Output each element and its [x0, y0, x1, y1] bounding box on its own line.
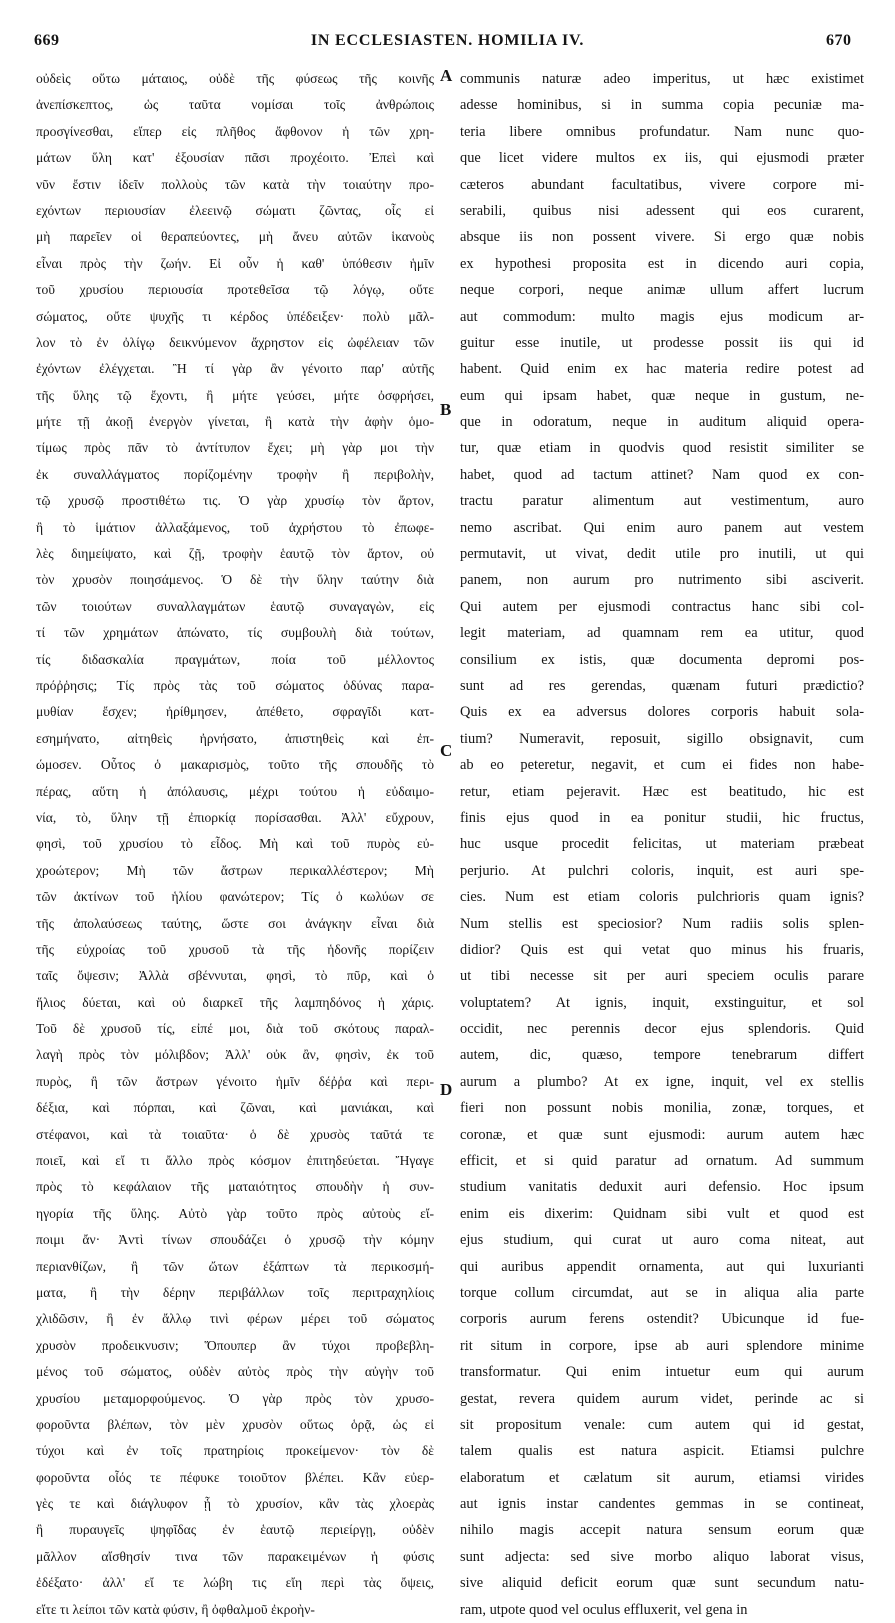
- text-line: μᾶλλον αἴσθησίν τινα τῶν παρακειμένων ἡ φύσις: [36, 1548, 434, 1564]
- text-line: sunt adjecta: sed sive morbo aliquo laborat visus,: [460, 1548, 864, 1565]
- text-line: que in odoratum, neque in auditum aliquid opera-: [460, 414, 864, 431]
- text-line: ἐχόντων ἐλέγχεται. Ἢ τί γὰρ ἂν γένοιτο παρ' αὐτῆς: [36, 361, 434, 377]
- text-line: μὴ παρεῖεν οἱ θεραπεύοντες, μὴ ἄνευ αὐτῶν ἱκανοὺς: [36, 229, 434, 245]
- text-line: perjurio. At pulchri coloris, inquit, est auri spe-: [460, 862, 864, 879]
- text-line: nihilo magis accepit natura sensum eorum quæ: [460, 1522, 864, 1539]
- text-line: σώματος, οὔτε ψυχῆς τι κέρδος ὑπέδειξεν· πολὺ μᾶλ-: [36, 308, 434, 324]
- text-line: λον τὸ ἐν ὀλίγῳ δεικνύμενον ἄχρηστον εἰς ὠφέλειαν τῶν: [36, 334, 434, 350]
- text-line: sive aliquid deficit eorum quæ sunt secundum natu-: [460, 1575, 864, 1592]
- text-line: ἀνεπίσκεπτος, ὡς ταῦτα νομίσαι τοῖς ἀνθρώποις: [36, 97, 434, 113]
- text-line: χλιδῶσιν, ἢ ἐν ἄλλῳ τινὶ φέρων μέρει τοῦ σώματος: [36, 1311, 434, 1327]
- text-line: aurum a plumbo? At ex igne, inquit, vel ex stellis: [460, 1073, 864, 1090]
- text-line: sit propositum venale: cum autem qui id gestat,: [460, 1416, 864, 1433]
- text-line: ματα, ἢ τὴν δέρην περιβάλλων τοῖς περιτραχηλίοις: [36, 1284, 434, 1300]
- text-line: φησὶ, τοῦ χρυσίου τὸ εἶδος. Μὴ καὶ τοῦ πυρὸς εὐ-: [36, 836, 434, 852]
- text-line: nemo ascribat. Qui enim auro panem aut vestem: [460, 519, 864, 536]
- text-line: τῶν τοιούτων συναλλαγμάτων ἑαυτῷ συναγαγὼν, εἰς: [36, 598, 434, 614]
- text-line: τῆς ἀπολαύσεως ταύτης, ὥστε σοι ἀνάγκην εἶναι διὰ: [36, 915, 434, 931]
- text-line: enim eis dixerim: Quidnam sibi vult et quod est: [460, 1205, 864, 1222]
- text-line: Τοῦ δὲ χρυσοῦ τίς, εἰπέ μοι, διὰ τοῦ σκότους παραλ-: [36, 1021, 434, 1037]
- text-line: μάτων ὕλη κατ' ἐξουσίαν πᾶσι προχέοιτο. Ἐπεὶ καὶ: [36, 150, 434, 166]
- text-line: ex hypothesi proposita est in dicendo auri copia,: [460, 255, 864, 272]
- text-line: μυθίαν ἔσχεν; ἠρίθμησεν, ἀπέθετο, σφραγῖδι κατ-: [36, 704, 434, 720]
- text-line: τοῦ χρυσίου περιουσία προτεθεῖσα τῷ λόγῳ, οὔτε: [36, 282, 434, 298]
- text-line: sunt ad res gerendas, quænam futuri prædictio?: [460, 677, 864, 694]
- text-line: νία, τὸ, ὕλην τῇ ἐπιορκίᾳ πορίσασθαι. Ἀλλ' εὔχρουν,: [36, 809, 434, 825]
- text-line: voluptatem? At ignis, inquit, exstinguitur, et sol: [460, 994, 864, 1011]
- text-line: consilium ex istis, quæ documenta depromi pos-: [460, 651, 864, 668]
- text-line: talem qualis est natura aspicit. Etiamsi pulchre: [460, 1443, 864, 1460]
- margin-marker-d: D: [440, 1080, 453, 1099]
- text-line: τύχοι καὶ ἐν τοῖς πρατηρίοις προκείμενον· τὸν δὲ: [36, 1443, 434, 1459]
- text-line: retur, etiam pejeravit. Hæc est beatitudo, hic est: [460, 783, 864, 800]
- text-line: didior? Quis est qui vetat quo minus his fruaris,: [460, 941, 864, 958]
- text-line: finis ejus quod in ea ponitur studii, hic fructus,: [460, 809, 864, 826]
- text-line: τὸν χρυσὸν ποιησάμενος. Ὁ δὲ τὴν ὕλην ταύτην διὰ: [36, 572, 434, 588]
- text-line: ἢ τὸ ἱμάτιον ἀλλαξάμενος, τοῦ ἀχρήστου τὸ ἐπωφε-: [36, 519, 434, 535]
- margin-marker-a: A: [440, 66, 453, 85]
- text-line: πρὸς τὸ κεφάλαιον τῆς ματαιότητος σπουδὴν ἡ συν-: [36, 1179, 434, 1195]
- text-line: ἐδέξατο· ἀλλ' εἴ τε λώβη τις εἴη περὶ τὰς ὄψεις,: [36, 1575, 434, 1591]
- text-line: huc usque procedit felicitas, ut materiam præbeat: [460, 836, 864, 853]
- text-line: πυρὸς, ἢ τῶν ἄστρων γένοιτο ἡμῖν δέῤῥα καὶ περι-: [36, 1073, 434, 1089]
- text-line: autem, dic, quæso, tempore tenebrarum differt: [460, 1047, 864, 1064]
- text-line: ηγορία τῆς ὕλης. Αὐτὸ γὰρ τοῦτο πρὸς αὐτοὺς εἴ-: [36, 1205, 434, 1221]
- text-line: absque iis non possent vivere. Si ergo quæ nobis: [460, 229, 864, 246]
- text-line: eum qui ipsam habet, quæ neque in gustum, ne-: [460, 387, 864, 404]
- text-line: χρυσίου μεταμορφούμενος. Ὁ γὰρ πρὸς τὸν χρυσο-: [36, 1390, 434, 1406]
- text-line: εἶναι πρὸς τὴν ζωήν. Εἰ οὖν ἡ καθ' ὑπόθεσιν ἡμῖν: [36, 255, 434, 271]
- text-line: Quis ex ea adversus dolores corporis habuit sola-: [460, 704, 864, 721]
- text-line: ἐκ συναλλάγματος πορίζομένην τροφὴν ἢ περιβολὴν,: [36, 466, 434, 482]
- text-line: μήτε τῇ ἀκοῇ ἐνεργὸν γίνεται, ἢ κατὰ τὴν ἀφὴν ὁμο-: [36, 414, 434, 430]
- text-line: πρόῤῥησις; Τίς πρὸς τὰς τοῦ σώματος ὀδύνας παρα-: [36, 677, 434, 693]
- text-line: Qui autem per ejusmodi contractus hanc sibi col-: [460, 598, 864, 615]
- text-line: ab eo peteretur, negavit, et cum ei fides non habe-: [460, 757, 864, 774]
- text-line: rit situm in corpore, ipse ab auri splendore minime: [460, 1337, 864, 1354]
- text-line: εἴτε τι λείποι τῶν κατὰ φύσιν, ἢ ὀφθαλμοῦ ἐκροὴν-: [36, 1601, 315, 1617]
- text-line: τῆς εὐχροίας τοῦ χρυσοῦ τὰ τῆς ἡδονῆς πορίζειν: [36, 941, 434, 957]
- text-line: πέρας, αὕτη ἡ ἀπόλαυσις, μέχρι τούτου ἡ εὐδαιμο-: [36, 783, 434, 799]
- text-line: ποιμι ἄν· Ἀντὶ τίνων σπουδάζει ὁ χρυσῷ τὴν κόμην: [36, 1232, 434, 1248]
- right-page-number: 670: [826, 32, 852, 49]
- text-line: οὐδεὶς οὕτω μάταιος, οὐδὲ τῆς φύσεως τῆς κοινῆς: [36, 71, 434, 86]
- greek-text-column: [36, 66, 434, 1623]
- text-line: fieri non possunt nobis monilia, zonæ, torques, et: [460, 1100, 864, 1117]
- text-line: ejus studium, qui curat ut auro coma niteat, aut: [460, 1232, 864, 1249]
- text-line: cies. Num est etiam coloris pulchrioris quam ignis?: [460, 889, 864, 906]
- text-line: τῶν ἀκτίνων τοῦ ἡλίου φανώτερον; Τίς ὁ κωλύων σε: [36, 889, 434, 905]
- text-line: permutavit, ut vivat, dedit utile pro inutili, ut qui: [460, 546, 864, 563]
- text-line: aut commodum: multo magis ejus modicum ar-: [460, 308, 864, 325]
- running-title: IN ECCLESIASTEN. HOMILIA IV.: [310, 32, 585, 49]
- text-line: δέξια, καὶ πόρπαι, καὶ ζῶναι, καὶ μανιάκαι, καὶ: [36, 1100, 434, 1116]
- text-line: que licet videre multos ex iis, qui ejusmodi præter: [460, 150, 864, 167]
- margin-marker-b: B: [440, 400, 452, 419]
- text-line: φοροῦντα οἷός τε πέφυκε τοιοῦτον βλέπει. Κἂν εὐερ-: [36, 1469, 434, 1485]
- text-line: ram, utpote quod vel oculus effluxerit, vel gena in: [460, 1601, 748, 1618]
- text-line: communis naturæ adeo imperitus, ut hæc existimet: [460, 71, 864, 87]
- text-line: νῦν ἔστιν ἰδεῖν πολλοὺς τῶν κατὰ τὴν τοιαύτην προ-: [36, 176, 434, 192]
- text-line: περιανθίζων, ἢ τῶν ὤτων ἐξάπτων τὰ περικοσμή-: [36, 1258, 434, 1274]
- text-line: habent. Quid enim ex hac materia redire potest ad: [460, 361, 864, 378]
- text-line: aut ignis instar candentes gemmas in se contineat,: [460, 1496, 864, 1513]
- text-line: χρυσὸν προδεικνυσιν; Ὅπουπερ ἂν τύχοι προβεβλη-: [36, 1337, 434, 1353]
- text-line: transformatur. Qui enim intuetur eum qui aurum: [460, 1364, 864, 1381]
- text-line: torque collum circumdat, aut se in aliqua alia parte: [460, 1284, 864, 1301]
- text-line: elaboratum et cælatum sit aurum, etiamsi virides: [460, 1469, 864, 1486]
- text-line: tium? Numeravit, reposuit, sigillo obsignavit, cum: [460, 730, 864, 747]
- text-line: coronæ, et quæ sunt ejusmodi: aurum autem hæc: [460, 1126, 864, 1143]
- text-line: εχόντων περιουσίαν ἐλεεινῷ σώματι ζῶντας, οἷς εἰ: [36, 202, 434, 218]
- text-line: tur, quæ etiam in quodvis quod resistit similiter se: [460, 440, 864, 457]
- text-line: φοροῦντα βλέπων, τὸν μὲν χρυσὸν οὕτως ὁρᾷ, ὡς εἰ: [36, 1416, 434, 1432]
- text-line: adesse hominibus, si in summa copia pecuniæ ma-: [460, 97, 864, 114]
- text-line: tractu paratur alimentum aut vestimentum, auro: [460, 493, 864, 510]
- text-line: τῆς ὕλης τῷ ἔχοντι, ἢ μήτε γεύσει, μήτε ὀσφρήσει,: [36, 387, 434, 403]
- text-line: teria libere omnibus profundatur. Nam nunc quo-: [460, 123, 864, 140]
- text-line: ποιεῖ, καὶ εἴ τι ἄλλο πρὸς κόσμον ἐπιτηδεύεται. Ἤγαγε: [36, 1153, 434, 1169]
- text-line: efficit, et si quid paratur ad ornatum. Ad summum: [460, 1153, 864, 1170]
- text-line: corporis aurum ferens ostendit? Ubicunque id fue-: [460, 1311, 864, 1328]
- margin-marker-c: C: [440, 741, 453, 760]
- text-line: ἢ πυραυγεῖς ψηφῖδας ἐν ἑαυτῷ περιείργῃ, οὐδὲν: [36, 1522, 434, 1538]
- text-line: neque corpori, neque animæ ullum affert lucrum: [460, 282, 864, 299]
- text-line: τί τῶν χρημάτων ἀπώνατο, τίς συμβουλὴ διὰ τούτων,: [36, 625, 434, 641]
- text-line: χροώτερον; Μὴ τῶν ἄστρων περικαλλέστερον; Μὴ: [36, 862, 434, 878]
- text-line: γὲς τε καὶ διάγλυφον ᾖ τὸ χρυσίον, κἂν τὰς χλοερὰς: [36, 1496, 434, 1512]
- text-line: ταῖς ὄψεσιν; Ἀλλὰ σβέννυται, φησὶ, τὸ πῦρ, καὶ ὁ: [36, 968, 434, 984]
- text-line: στέφανοι, καὶ τὰ τοιαῦτα· ὁ δὲ χρυσὸς ταῦτά τε: [36, 1126, 434, 1142]
- text-line: studium vanitatis deduxit auri defensio. Hoc ipsum: [460, 1179, 864, 1196]
- text-line: occidit, nec perennis decor ejus splendoris. Quid: [460, 1021, 864, 1038]
- text-line: τίμως πρὸς πᾶν τὸ ἀντίτυπον ἔχει; μὴ γὰρ μοι τὴν: [36, 440, 434, 456]
- text-line: ἥλιος δύεται, καὶ οὐ διαρκεῖ τῆς λαμπηδόνος ἡ χάρις.: [36, 994, 434, 1010]
- text-line: λὲς διημείψατο, καὶ ζῇ, τροφὴν ἑαυτῷ τὸν ἄρτον, οὐ: [36, 546, 434, 562]
- text-line: panem, non aurum pro nutrimento sibi asciverit.: [460, 572, 864, 589]
- text-line: τίς διδασκαλία πραγμάτων, ποία τοῦ μέλλοντος: [36, 651, 434, 667]
- text-line: ώμοσεν. Οὗτος ὁ μακαρισμὸς, τοῦτο τῆς σπουδῆς τὸ: [36, 757, 434, 773]
- text-line: μένος τοῦ σώματος, οὐδὲν αὐτὸς πρὸς τὴν αὐγὴν τοῦ: [36, 1364, 434, 1380]
- text-line: serabili, quibus nisi adessent qui eos curarent,: [460, 202, 864, 219]
- text-line: ut tibi necesse sit per auri speciem oculis parare: [460, 968, 864, 985]
- latin-text-column: [460, 66, 864, 1623]
- text-line: qui auribus appendit ornamenta, aut qui luxurianti: [460, 1258, 864, 1275]
- text-line: gestat, revera quidem aurum videt, perinde ac si: [460, 1390, 864, 1407]
- text-line: guitur esse inutile, ut prodesse possit iis qui id: [460, 334, 864, 351]
- text-line: cæteros abundant facultatibus, vivere corpore mi-: [460, 176, 864, 193]
- text-line: προσγίνεσθαι, εἴπερ εἰς πλῆθος ἄφθονον ἡ τῶν χρη-: [36, 123, 434, 139]
- left-page-number: 669: [34, 32, 60, 49]
- text-line: εσημήνατο, αἰτηθεὶς ἠρνήσατο, ἀπιστηθεὶς καὶ ἐπ-: [36, 730, 434, 746]
- text-line: Num stellis est speciosior? Num radiis solis splen-: [460, 915, 864, 932]
- text-line: λαγὴ πρὸς τὸν μόλιβδον; Ἀλλ' οὐκ ἂν, φησὶν, ἐκ τοῦ: [36, 1047, 434, 1063]
- text-line: τῷ χρυσῷ προστιθέτω τις. Ὁ γὰρ χρυσίῳ τὸν ἄρτον,: [36, 493, 434, 509]
- text-line: legit materiam, ad quamnam rem ea utitur, quod: [460, 625, 864, 642]
- text-line: habet, quod ad tactum attinet? Nam quod ex con-: [460, 466, 864, 483]
- page-header: [0, 32, 895, 58]
